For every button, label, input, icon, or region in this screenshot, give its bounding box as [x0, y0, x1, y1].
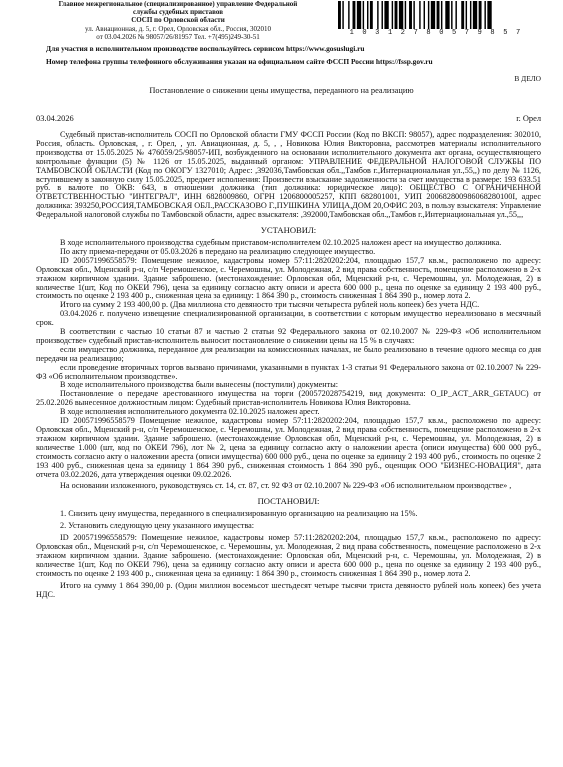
ustanovil-paragraph: ID 200571996558579: Помещение нежилое, кадастровы номер 57:11:2820202:204, площадью 157,7 кв.м., расположено по адресу: Орловская обл., Мценский р-н, с/п Черемошенское, с. Черемошны, ул. Молодежная, 2 вид права собственность, помещение расположено в 2-х этажном кирпичном здании. Здание заброшено. (местонахождение: Орловская обл, Мценский р-н, с. Черемошны, ул. Молодежная, 2) в количестве 1(шт, Код по ОКЕИ 796), цена за единицу согласно акту описи и ареста 600 000 р., цена по оценке за единицу 2 193 400 руб., стоимость по оценке 2 193 400 р., сниженная цена за единицу: 1 864 390 р., стоимость сниженная 1 864 390 р., номер лота 2.	[36, 255, 541, 301]
ustanovil-paragraph: В ходе исполнения исполнительного документа 02.10.2025 наложен арест.	[60, 407, 320, 417]
issuer-header	[28, 0, 328, 41]
ustanovil-paragraph: если имущество должника, переданное для реализации на комиссионных началах, не было реализовано в течение одного месяца со дня передачи на реализацию;	[36, 344, 541, 363]
document-city: г. Орел	[516, 114, 541, 123]
ustanovil-paragraph: Постановление о передаче арестованного имущества на торги (200572028754219, вид документа: O_IP_ACT_ARR_GETAUC) от 25.02.2026 вынесенное должностным лицом: Судебный пристав-исполнитель Новикова Юлия Викторовна.	[36, 389, 541, 408]
ustanovil-paragraph: Итого на сумму 2 193 400,00 р. (Два миллиона сто девяносто три тысячи четыреста рублей ноль копеек) без учета НДС.	[60, 300, 480, 310]
postanovil-item: 1. Снизить цену имущества, переданного в специализированную организацию на реализацию на 15%.	[60, 509, 418, 519]
barcode-number: 1 0 3 1 2 7 8 0 5 7 9 8 5 7	[349, 29, 523, 37]
postanovil-item: Итого на сумму 1 864 390,00 р. (Один миллион восемьсот шестьдесят четыре тысячи триста девяносто рублей ноль копеек) без учета НДС.	[36, 580, 541, 599]
ustanovil-paragraph: В ходе исполнительного производства судебным приставом-исполнителем 02.10.2025 наложен арест на имущество должника.	[60, 237, 502, 247]
barcode-image	[338, 1, 534, 29]
ustanovil-paragraph: В ходе исполнительного производства были вынесены (поступили) документы:	[60, 380, 339, 390]
postanovil-item: ID 200571996558579: Помещение нежилое, кадастровы номер 57:11:2820202:204, площадью 157,7 кв.м., расположено по адресу: Орловская обл., Мценский р-н, с/п Черемошенское, с. Черемошны, ул. Молодежная, 2 вид права собственность, помещение расположено в 2-х этажном кирпичном здании. Здание заброшено. (местонахождение: Орловская обл, Мценский р-н, с. Черемошны, ул. Молодежная, 2) в количестве 1(шт, Код по ОКЕИ 796), цена за единицу согласно акту описи и ареста 600 000 р., цена по оценке за единицу 2 193 400 руб., стоимость по оценке 2 193 400 р., сниженная цена за единицу: 1 864 390 р., стоимость сниженная 1 864 390 р., номер лота 2.	[36, 533, 541, 578]
ustanovil-paragraph: если проведение вторичных торгов вызвано причинами, указанными в пунктах 1-3 статьи 91 Федерального закона от 02.10.2007 № 229-ФЗ «Об исполнительном производстве».	[36, 362, 541, 381]
ustanovil-paragraph: ID 200571996558579 Помещение нежилое, кадастровы номер 57:11:2820202:204, площадью 157,7 кв.м., расположено по адресу: Орловская обл., Мценский р-н, с/п Черемошенское, с. Черемошны, ул. Молодежная, 2 вид права собственность, помещение расположено в 2-х этажном кирпичном здании. Здание заброшено. (местонахождение Орловская обл, Мценский р-н, с. Черемошны, ул. Молодежная, 2) в количестве 1.000 (шт, код по ОКЕИ 796), лот № 2, цена за единицу согласно акту о наложении ареста (описи имущества) 600 000 руб., стоимость согласно акту о наложении ареста (описи имущества) 600 000 руб., цена по оценке за единицу 2 193 400 руб., стоимость по оценке 2 193 400 руб., сниженная цена за единицу 1 864 390 руб., сниженная стоимость 1 864 390 руб., оценщик ООО "БИЗНЕС-НОВАЦИЯ", дата отчета 03.02.2026, дата утверждения оценки 09.02.2026.	[36, 416, 541, 479]
document-date: 03.04.2026	[36, 114, 74, 123]
document-body	[36, 131, 541, 599]
ustanovil-paragraph: В соответствии с частью 10 статьи 87 и частью 2 статьи 92 Федерального закона от 02.10.2007 № 229-ФЗ «Об исполнительном производстве» судебный пристав-исполнитель выносит постановление о снижении цены на 15 % в случаях:	[36, 327, 541, 345]
gosuslugi-notice: Для участия в исполнительном производстве воспользуйтесь сервисом https://www.gosuslugi.ru	[46, 44, 365, 53]
header-line-4: ул. Авиационная, д. 5, г. Орел, Орловская обл., Россия, 302010	[85, 24, 271, 33]
header-line-1: Главное межрегиональное (специализированное) управление Федеральной	[58, 0, 298, 8]
ustanovil-heading: УСТАНОВИЛ:	[260, 225, 317, 236]
postanovil-item: 2. Установить следующую цену указанного имущества:	[60, 521, 255, 531]
postanovil-heading: ПОСТАНОВИЛ:	[257, 496, 320, 507]
ustanovil-paragraph: На основании изложенного, руководствуясь ст. 14, ст. 87, ст. 92 ФЗ от 02.10.2007 № 229-ФЗ «Об исполнительном производстве» ,	[60, 481, 512, 491]
ustanovil-paragraph: По акту приема-передачи от 05.03.2026 в передано на реализацию следующее имущество.	[60, 246, 376, 256]
v-delo-mark: В ДЕЛО	[514, 74, 541, 83]
fssp-notice: Номер телефона группы телефонного обслуживания указан на официальном сайте ФССП России https://fssp.gov.ru	[46, 57, 433, 66]
header-line-2: службы судебных приставов	[132, 8, 224, 17]
header-line-5: от 03.04.2026 № 98057/26/81957 Тел. +7(495)249-30-51	[96, 32, 260, 41]
ustanovil-paragraph: 03.04.2026 г. получено извещение специализированной организации, в соответствии с которым имущество нереализовано в месячный срок.	[36, 309, 541, 328]
document-title: Постановление о снижении цены имущества, переданного на реализацию	[149, 86, 414, 95]
header-line-3: СОСП по Орловской области	[131, 16, 225, 25]
intro-paragraph: Судебный пристав-исполнитель СОСП по Орловской области ГМУ ФССП России (Код по ВКСП: 98057), адрес подразделения: 302010, Россия, область. Орловская, , г. Орел, , ул. Авиационная, д. 5, , , Новикова Юлия Викторовна, рассмотрев материалы исполнительного производства от 15.05.2025 № 476059/25/98057-ИП, возбужденного на основании исполнительного документа акт органа, осуществляющего контрольные функции (5) № 1126 от 15.05.2025, выданный органом: УПРАВЛЕНИЕ ФЕДЕРАЛЬНОЙ НАЛОГОВОЙ СЛУЖБЫ ПО ТАМБОВСКОЙ ОБЛАСТИ (Код по ОКОГУ 1327010; Адрес: ,392036,Тамбовская обл.,,Тамбов г.,Интернациональная ул.,55,,) по делу № 1126, вступившему в законную силу 15.05.2025, предмет исполнения: Произвести взыскание задолженности за счет имущества в размере: 193 633.51 руб. в валюте по ОКВ: 643, в отношении должника (тип должника: юридическое лицо): ОБЩЕСТВО С ОГРАНИЧЕННОЙ ОТВЕТСТВЕННОСТЬЮ "ИНТЕГРАЛ", ИНН 6828009860, ОГРН 1206800005257, КПП 682801001, УИП 200682800986068280100I, адрес должника: 393250,РОССИЯ,ТАМБОВСКАЯ ОБЛ.,РАССКАЗОВО Г.,ПУШКИНА УЛИЦА,ДОМ 20,ОФИС 203, в пользу взыскателя: Управление Федеральной налоговой службы по Тамбовской области, адрес взыскателя: ,392000,Тамбовская обл.,,Тамбов г.,Интернациональная ул.,55,,,	[36, 130, 541, 220]
